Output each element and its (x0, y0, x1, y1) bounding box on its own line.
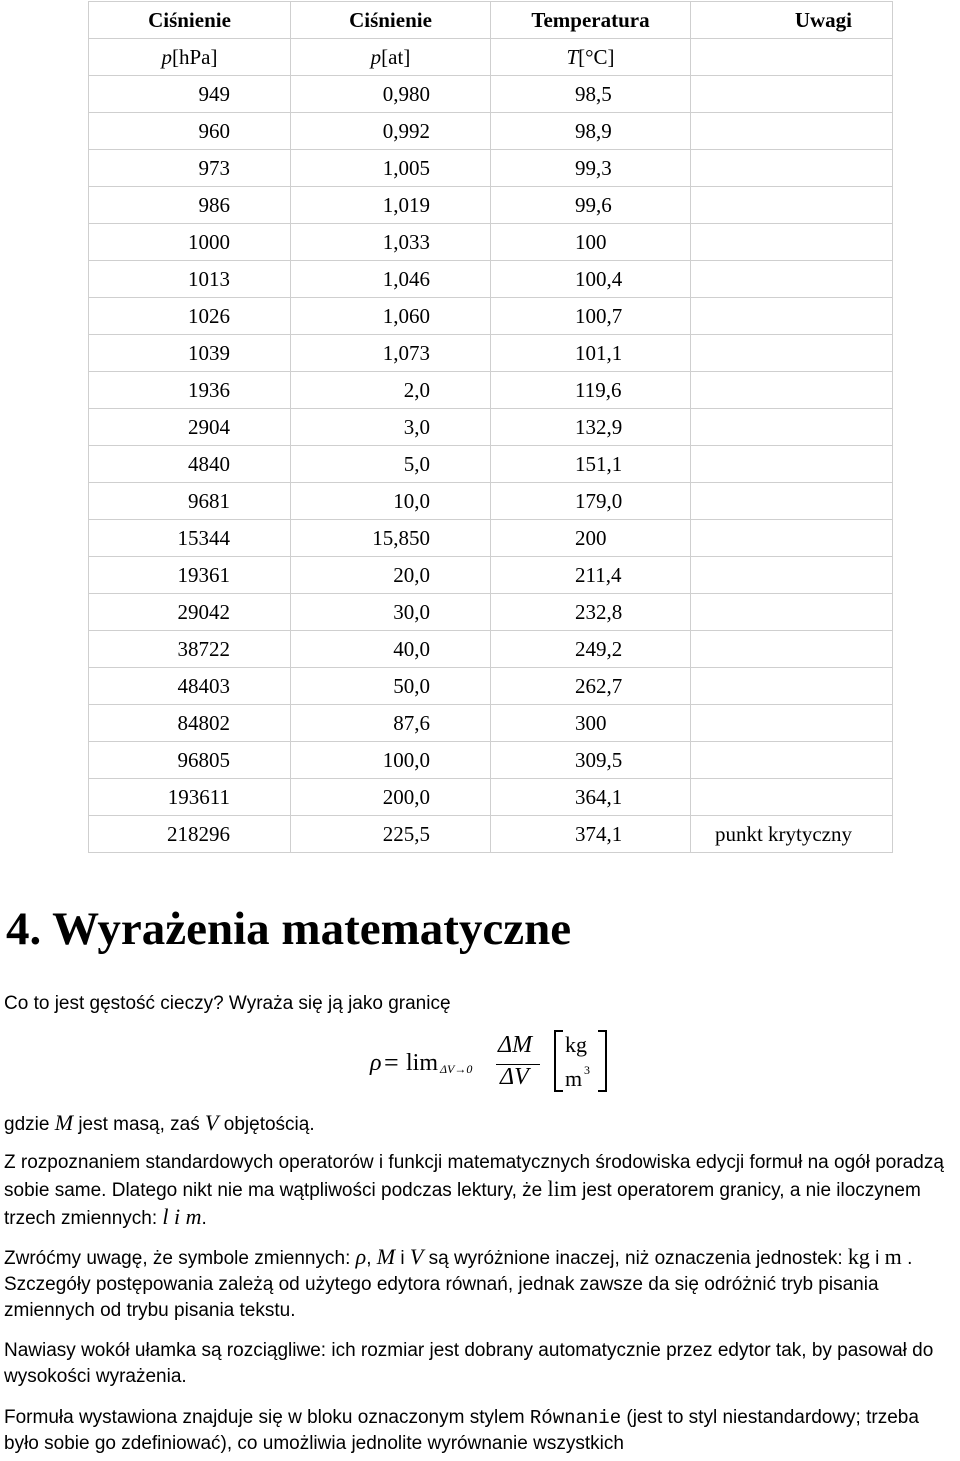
temperature-cell: 98,5 (491, 76, 691, 113)
unit-symbol: T (566, 44, 579, 69)
rho-symbol: ρ (370, 1050, 382, 1076)
p1-c: . (201, 1208, 207, 1229)
temperature-cell: 364,1 (491, 779, 691, 816)
table-row (89, 261, 893, 298)
p2-i: i (395, 1248, 410, 1269)
pressure-at-cell: 30,0 (291, 594, 491, 631)
table-body (89, 76, 893, 853)
table-row (89, 298, 893, 335)
p1-b: jest operatorem granicy, a nie iloczynem trzech zmiennych: (4, 1180, 921, 1229)
table-row (89, 446, 893, 483)
pressure-at-cell: 15,850 (291, 520, 491, 557)
pressure-at-cell: 0,980 (291, 76, 491, 113)
table-row (89, 409, 893, 446)
density-formula (370, 1028, 630, 1098)
notes-cell (691, 520, 893, 557)
p4-a: Formuła wystawiona znajduje się w bloku oznaczonym stylem (4, 1407, 530, 1428)
table-row (89, 187, 893, 224)
fraction-denominator: ΔV (500, 1064, 529, 1090)
p2-a: Zwróćmy uwagę, że symbole zmiennych: (4, 1248, 356, 1269)
temperature-cell: 100 (491, 224, 691, 261)
p4-b: (jest to styl niestandardowy; trzeba było sobie go zdefiniować), co umożliwia jednolite wyrównanie wszystkich (4, 1407, 919, 1454)
unit-label: hPa (179, 44, 211, 69)
pressure-at-cell: 1,060 (291, 298, 491, 335)
p2-i2: i (869, 1248, 885, 1269)
right-bracket (598, 1030, 607, 1092)
notes-cell (691, 187, 893, 224)
paragraph-variables (4, 1244, 956, 1324)
notes-cell (691, 483, 893, 520)
notes-cell (691, 409, 893, 446)
temperature-cell: 98,9 (491, 113, 691, 150)
lim-italic: l i m (162, 1204, 202, 1229)
table-row (89, 742, 893, 779)
pressure-hpa-cell: 973 (89, 150, 291, 187)
unit-kg: kg (847, 1244, 870, 1269)
lim-upright: lim (547, 1176, 577, 1201)
pressure-at-cell: 2,0 (291, 372, 491, 409)
unit-label: °C (585, 44, 608, 69)
fraction-numerator: ΔM (498, 1032, 533, 1058)
paragraph-brackets: Nawiasy wokół ułamka są rozciągliwe: ich rozmiar jest dobrany automatycznie przez edytor tak, by pasował do wysokości wyrażenia. (4, 1340, 934, 1387)
p1-a: Z rozpoznaniem standardowych operatorów i funkcji matematycznych środowiska edycji formuł na ogół poradzą sobie same. Dlatego nikt nie ma wątpliwości podczas lektury, że (4, 1152, 944, 1201)
notes-cell (691, 446, 893, 483)
table-row (89, 705, 893, 742)
temperature-cell: 374,1 (491, 816, 691, 853)
pressure-hpa-cell: 84802 (89, 705, 291, 742)
temperature-cell: 249,2 (491, 631, 691, 668)
temperature-cell: 262,7 (491, 668, 691, 705)
unit-cell: p[at] (291, 39, 491, 76)
var-M: M (376, 1244, 396, 1269)
header-notes: Uwagi (691, 2, 893, 39)
table-row (89, 594, 893, 631)
temperature-cell: 179,0 (491, 483, 691, 520)
pressure-at-cell: 1,005 (291, 150, 491, 187)
style-name: Równanie (529, 1407, 622, 1429)
intro-text: Co to jest gęstość cieczy? Wyraża się ją jako granicę (4, 993, 451, 1014)
header-pressure-hpa: Ciśnienie (89, 2, 291, 39)
pressure-hpa-cell: 48403 (89, 668, 291, 705)
pressure-hpa-cell: 9681 (89, 483, 291, 520)
pressure-hpa-cell: 1026 (89, 298, 291, 335)
pressure-hpa-cell: 193611 (89, 779, 291, 816)
table-header-row (89, 2, 893, 39)
pressure-hpa-cell: 1013 (89, 261, 291, 298)
unit-m: m (884, 1244, 902, 1269)
table-row (89, 520, 893, 557)
where-a: gdzie (4, 1114, 55, 1135)
pressure-at-cell: 10,0 (291, 483, 491, 520)
temperature-cell: 132,9 (491, 409, 691, 446)
temperature-cell: 309,5 (491, 742, 691, 779)
notes-cell (691, 335, 893, 372)
table-row (89, 76, 893, 113)
pressure-at-cell: 0,992 (291, 113, 491, 150)
unit-exponent: 3 (584, 1063, 590, 1077)
temperature-cell: 211,4 (491, 557, 691, 594)
pressure-hpa-cell: 1936 (89, 372, 291, 409)
pressure-hpa-cell: 949 (89, 76, 291, 113)
notes-cell: punkt krytyczny (691, 816, 893, 853)
pressure-hpa-cell: 1039 (89, 335, 291, 372)
table-row (89, 150, 893, 187)
pressure-temperature-table (88, 1, 893, 853)
unit-numerator: kg (565, 1032, 587, 1057)
table-units-row (89, 39, 893, 76)
table-row (89, 779, 893, 816)
lim-operator: lim (406, 1050, 439, 1076)
notes-cell (691, 150, 893, 187)
paragraph-operators (4, 1150, 956, 1232)
unit-label: at (388, 44, 404, 69)
var-rho: ρ (355, 1244, 367, 1269)
notes-cell (691, 113, 893, 150)
notes-cell (691, 261, 893, 298)
notes-cell (691, 594, 893, 631)
table-row (89, 557, 893, 594)
lim-subscript: ΔV→0 (440, 1062, 473, 1076)
pressure-at-cell: 1,019 (291, 187, 491, 224)
var-V: V (205, 1110, 219, 1135)
unit-symbol: p (161, 44, 172, 69)
pressure-hpa-cell: 4840 (89, 446, 291, 483)
pressure-at-cell: 50,0 (291, 668, 491, 705)
temperature-cell: 200 (491, 520, 691, 557)
p2-c: . Szczegóły postępowania zależą od użytego edytora równań, jednak zawsze da się odróżnić tryb pisania zmiennych od trybu pisania tekstu. (4, 1248, 913, 1321)
temperature-cell: 151,1 (491, 446, 691, 483)
temperature-cell: 100,4 (491, 261, 691, 298)
where-c: objętością. (223, 1114, 315, 1135)
header-temperature: Temperatura (491, 2, 691, 39)
table-row (89, 335, 893, 372)
table-row (89, 224, 893, 261)
where-text (4, 1110, 956, 1138)
notes-cell (691, 76, 893, 113)
temperature-cell: 119,6 (491, 372, 691, 409)
table-row (89, 668, 893, 705)
pressure-hpa-cell: 2904 (89, 409, 291, 446)
notes-cell (691, 779, 893, 816)
pressure-at-cell: 225,5 (291, 816, 491, 853)
notes-cell (691, 631, 893, 668)
header-pressure-at: Ciśnienie (291, 2, 491, 39)
unit-cell: T[°C] (491, 39, 691, 76)
pressure-at-cell: 87,6 (291, 705, 491, 742)
pressure-hpa-cell: 986 (89, 187, 291, 224)
unit-symbol: p (370, 44, 382, 69)
where-b: jest masą, zaś (78, 1114, 206, 1135)
temperature-cell: 101,1 (491, 335, 691, 372)
unit-cell: p[hPa] (89, 39, 291, 76)
unit-cell (691, 39, 893, 76)
table-row (89, 483, 893, 520)
pressure-at-cell: 200,0 (291, 779, 491, 816)
var-M: M (54, 1110, 74, 1135)
equals-sign: = (384, 1048, 399, 1077)
pressure-hpa-cell: 29042 (89, 594, 291, 631)
pressure-at-cell: 3,0 (291, 409, 491, 446)
pressure-hpa-cell: 15344 (89, 520, 291, 557)
pressure-hpa-cell: 96805 (89, 742, 291, 779)
table-row (89, 816, 893, 853)
pressure-at-cell: 5,0 (291, 446, 491, 483)
temperature-cell: 99,3 (491, 150, 691, 187)
section-heading: 4. Wyrażenia matematyczne (6, 903, 572, 955)
pressure-hpa-cell: 218296 (89, 816, 291, 853)
p2-b: są wyróżnione inaczej, niż oznaczenia jednostek: (428, 1248, 848, 1269)
pressure-at-cell: 20,0 (291, 557, 491, 594)
table-row (89, 113, 893, 150)
paragraph-style (4, 1405, 956, 1457)
notes-cell (691, 298, 893, 335)
pressure-at-cell: 1,073 (291, 335, 491, 372)
notes-cell (691, 668, 893, 705)
pressure-hpa-cell: 38722 (89, 631, 291, 668)
pressure-at-cell: 1,033 (291, 224, 491, 261)
notes-cell (691, 557, 893, 594)
pressure-at-cell: 40,0 (291, 631, 491, 668)
notes-cell (691, 742, 893, 779)
pressure-hpa-cell: 960 (89, 113, 291, 150)
p2-comma: , (366, 1248, 377, 1269)
pressure-hpa-cell: 1000 (89, 224, 291, 261)
var-V: V (409, 1244, 424, 1269)
notes-cell (691, 224, 893, 261)
notes-cell (691, 372, 893, 409)
pressure-at-cell: 100,0 (291, 742, 491, 779)
pressure-at-cell: 1,046 (291, 261, 491, 298)
left-bracket (554, 1030, 563, 1092)
temperature-cell: 232,8 (491, 594, 691, 631)
temperature-cell: 99,6 (491, 187, 691, 224)
notes-cell (691, 705, 893, 742)
pressure-hpa-cell: 19361 (89, 557, 291, 594)
table-row (89, 372, 893, 409)
temperature-cell: 300 (491, 705, 691, 742)
unit-denominator: m (565, 1066, 583, 1091)
table-row (89, 631, 893, 668)
temperature-cell: 100,7 (491, 298, 691, 335)
